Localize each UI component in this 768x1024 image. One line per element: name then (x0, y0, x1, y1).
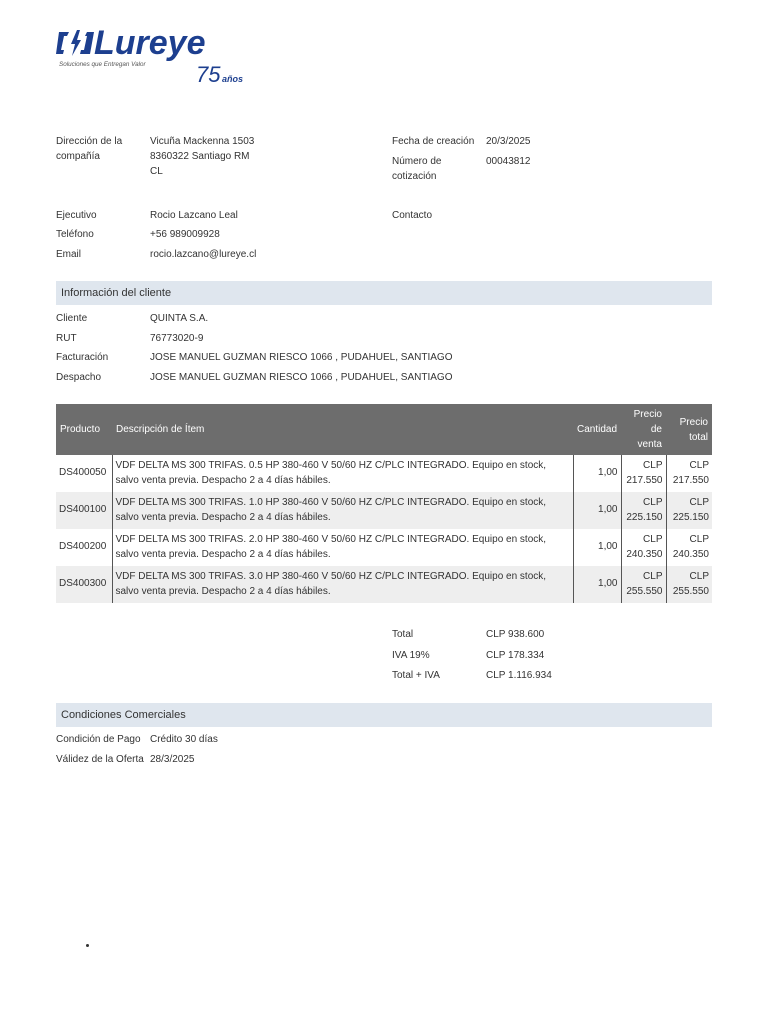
total-value: CLP 938.600 (486, 629, 545, 640)
row-unit-price: CLP 240.350 (621, 529, 666, 566)
client-label: Cliente (56, 313, 88, 324)
billing-label: Facturación (56, 352, 109, 363)
grand-total-label: Total + IVA (392, 670, 440, 681)
validity-value: 28/3/2025 (150, 754, 195, 765)
company-address-label: Dirección de la compañía (56, 136, 123, 162)
email-label: Email (56, 249, 82, 260)
logo-wordmark: Lureye (94, 26, 206, 62)
row-unit-price: CLP 255.550 (621, 566, 666, 603)
company-address-line-1: Vicuña Mackenna 1503 (150, 136, 255, 147)
table-row (56, 529, 712, 566)
row-product: DS400200 (56, 529, 112, 566)
row-total-price: CLP 240.350 (672, 534, 709, 560)
quote-date-value: 20/3/2025 (486, 136, 531, 147)
company-address-line-2: 8360322 Santiago RM (150, 151, 250, 162)
row-description: VDF DELTA MS 300 TRIFAS. 2.0 HP 380-460 V 50/60 HZ C/PLC INTEGRADO. Equipo en stock, salvo venta previa. Despacho 2 a 4 días hábiles. (112, 529, 573, 566)
header-unit-price: Precio de venta (621, 404, 666, 455)
contact-label: Contacto (392, 210, 433, 221)
client-section-header: Información del cliente (56, 281, 712, 305)
table-row (56, 492, 712, 529)
row-quantity: 1,00 (573, 455, 621, 492)
payment-label: Condición de Pago (56, 734, 141, 745)
row-product: DS400300 (56, 566, 112, 603)
footer-bullet (86, 944, 89, 947)
lightning-icon (56, 30, 94, 56)
items-table (56, 404, 712, 603)
executive-label: Ejecutivo (56, 210, 97, 221)
shipping-label: Despacho (56, 372, 102, 383)
phone-value: +56 989009928 (150, 229, 220, 240)
row-description: VDF DELTA MS 300 TRIFAS. 3.0 HP 380-460 V 50/60 HZ C/PLC INTEGRADO. Equipo en stock, salvo venta previa. Despacho 2 a 4 días hábiles. (112, 566, 573, 603)
client-value: QUINTA S.A. (150, 313, 209, 324)
conditions-section-header: Condiciones Comerciales (56, 703, 712, 727)
logo-anniversary-number: 75 (196, 62, 221, 87)
row-quantity: 1,00 (573, 566, 621, 603)
payment-value: Crédito 30 días (150, 734, 218, 745)
phone-label: Teléfono (56, 229, 94, 240)
header-product: Producto (56, 404, 112, 455)
header-description: Descripción de Ítem (112, 404, 573, 455)
company-address-line-3: CL (150, 166, 163, 177)
billing-value: JOSE MANUEL GUZMAN RIESCO 1066 , PUDAHUEL, SANTIAGO (150, 352, 453, 363)
row-product: DS400050 (56, 455, 112, 492)
table-row (56, 455, 712, 492)
row-total-price: CLP 217.550 (672, 460, 709, 486)
iva-label: IVA 19% (392, 650, 430, 661)
row-description: VDF DELTA MS 300 TRIFAS. 1.0 HP 380-460 V 50/60 HZ C/PLC INTEGRADO. Equipo en stock, salvo venta previa. Despacho 2 a 4 días hábiles. (112, 492, 573, 529)
validity-label: Válidez de la Oferta (56, 754, 144, 765)
shipping-value: JOSE MANUEL GUZMAN RIESCO 1066 , PUDAHUEL, SANTIAGO (150, 372, 453, 383)
email-value: rocio.lazcano@lureye.cl (150, 249, 257, 260)
company-logo (56, 26, 256, 88)
table-row (56, 566, 712, 603)
header-total-price: Precio total (666, 404, 712, 455)
rut-label: RUT (56, 333, 77, 344)
row-description: VDF DELTA MS 300 TRIFAS. 0.5 HP 380-460 V 50/60 HZ C/PLC INTEGRADO. Equipo en stock, salvo venta previa. Despacho 2 a 4 días hábiles. (112, 455, 573, 492)
logo-anniversary-word: años (222, 74, 244, 84)
row-total-price: CLP 225.150 (666, 492, 712, 529)
quote-number-value: 00043812 (486, 156, 531, 167)
quote-date-label: Fecha de creación (392, 136, 475, 147)
row-quantity: 1,00 (573, 492, 621, 529)
row-quantity: 1,00 (573, 529, 621, 566)
row-total-price: CLP 255.550 (666, 566, 712, 603)
row-product: DS400100 (56, 492, 112, 529)
items-table-header (56, 404, 712, 455)
quote-number-label: Número de cotización (392, 156, 442, 182)
iva-value: CLP 178.334 (486, 650, 545, 661)
rut-value: 76773020-9 (150, 333, 204, 344)
header-quantity: Cantidad (573, 404, 621, 455)
logo-tagline: Soluciones que Entregan Valor (59, 61, 146, 68)
total-label: Total (392, 629, 414, 640)
grand-total-value: CLP 1.116.934 (486, 670, 552, 681)
row-unit-price: CLP 225.150 (621, 492, 666, 529)
row-unit-price: CLP 217.550 (621, 455, 666, 492)
executive-value: Rocio Lazcano Leal (150, 210, 238, 221)
